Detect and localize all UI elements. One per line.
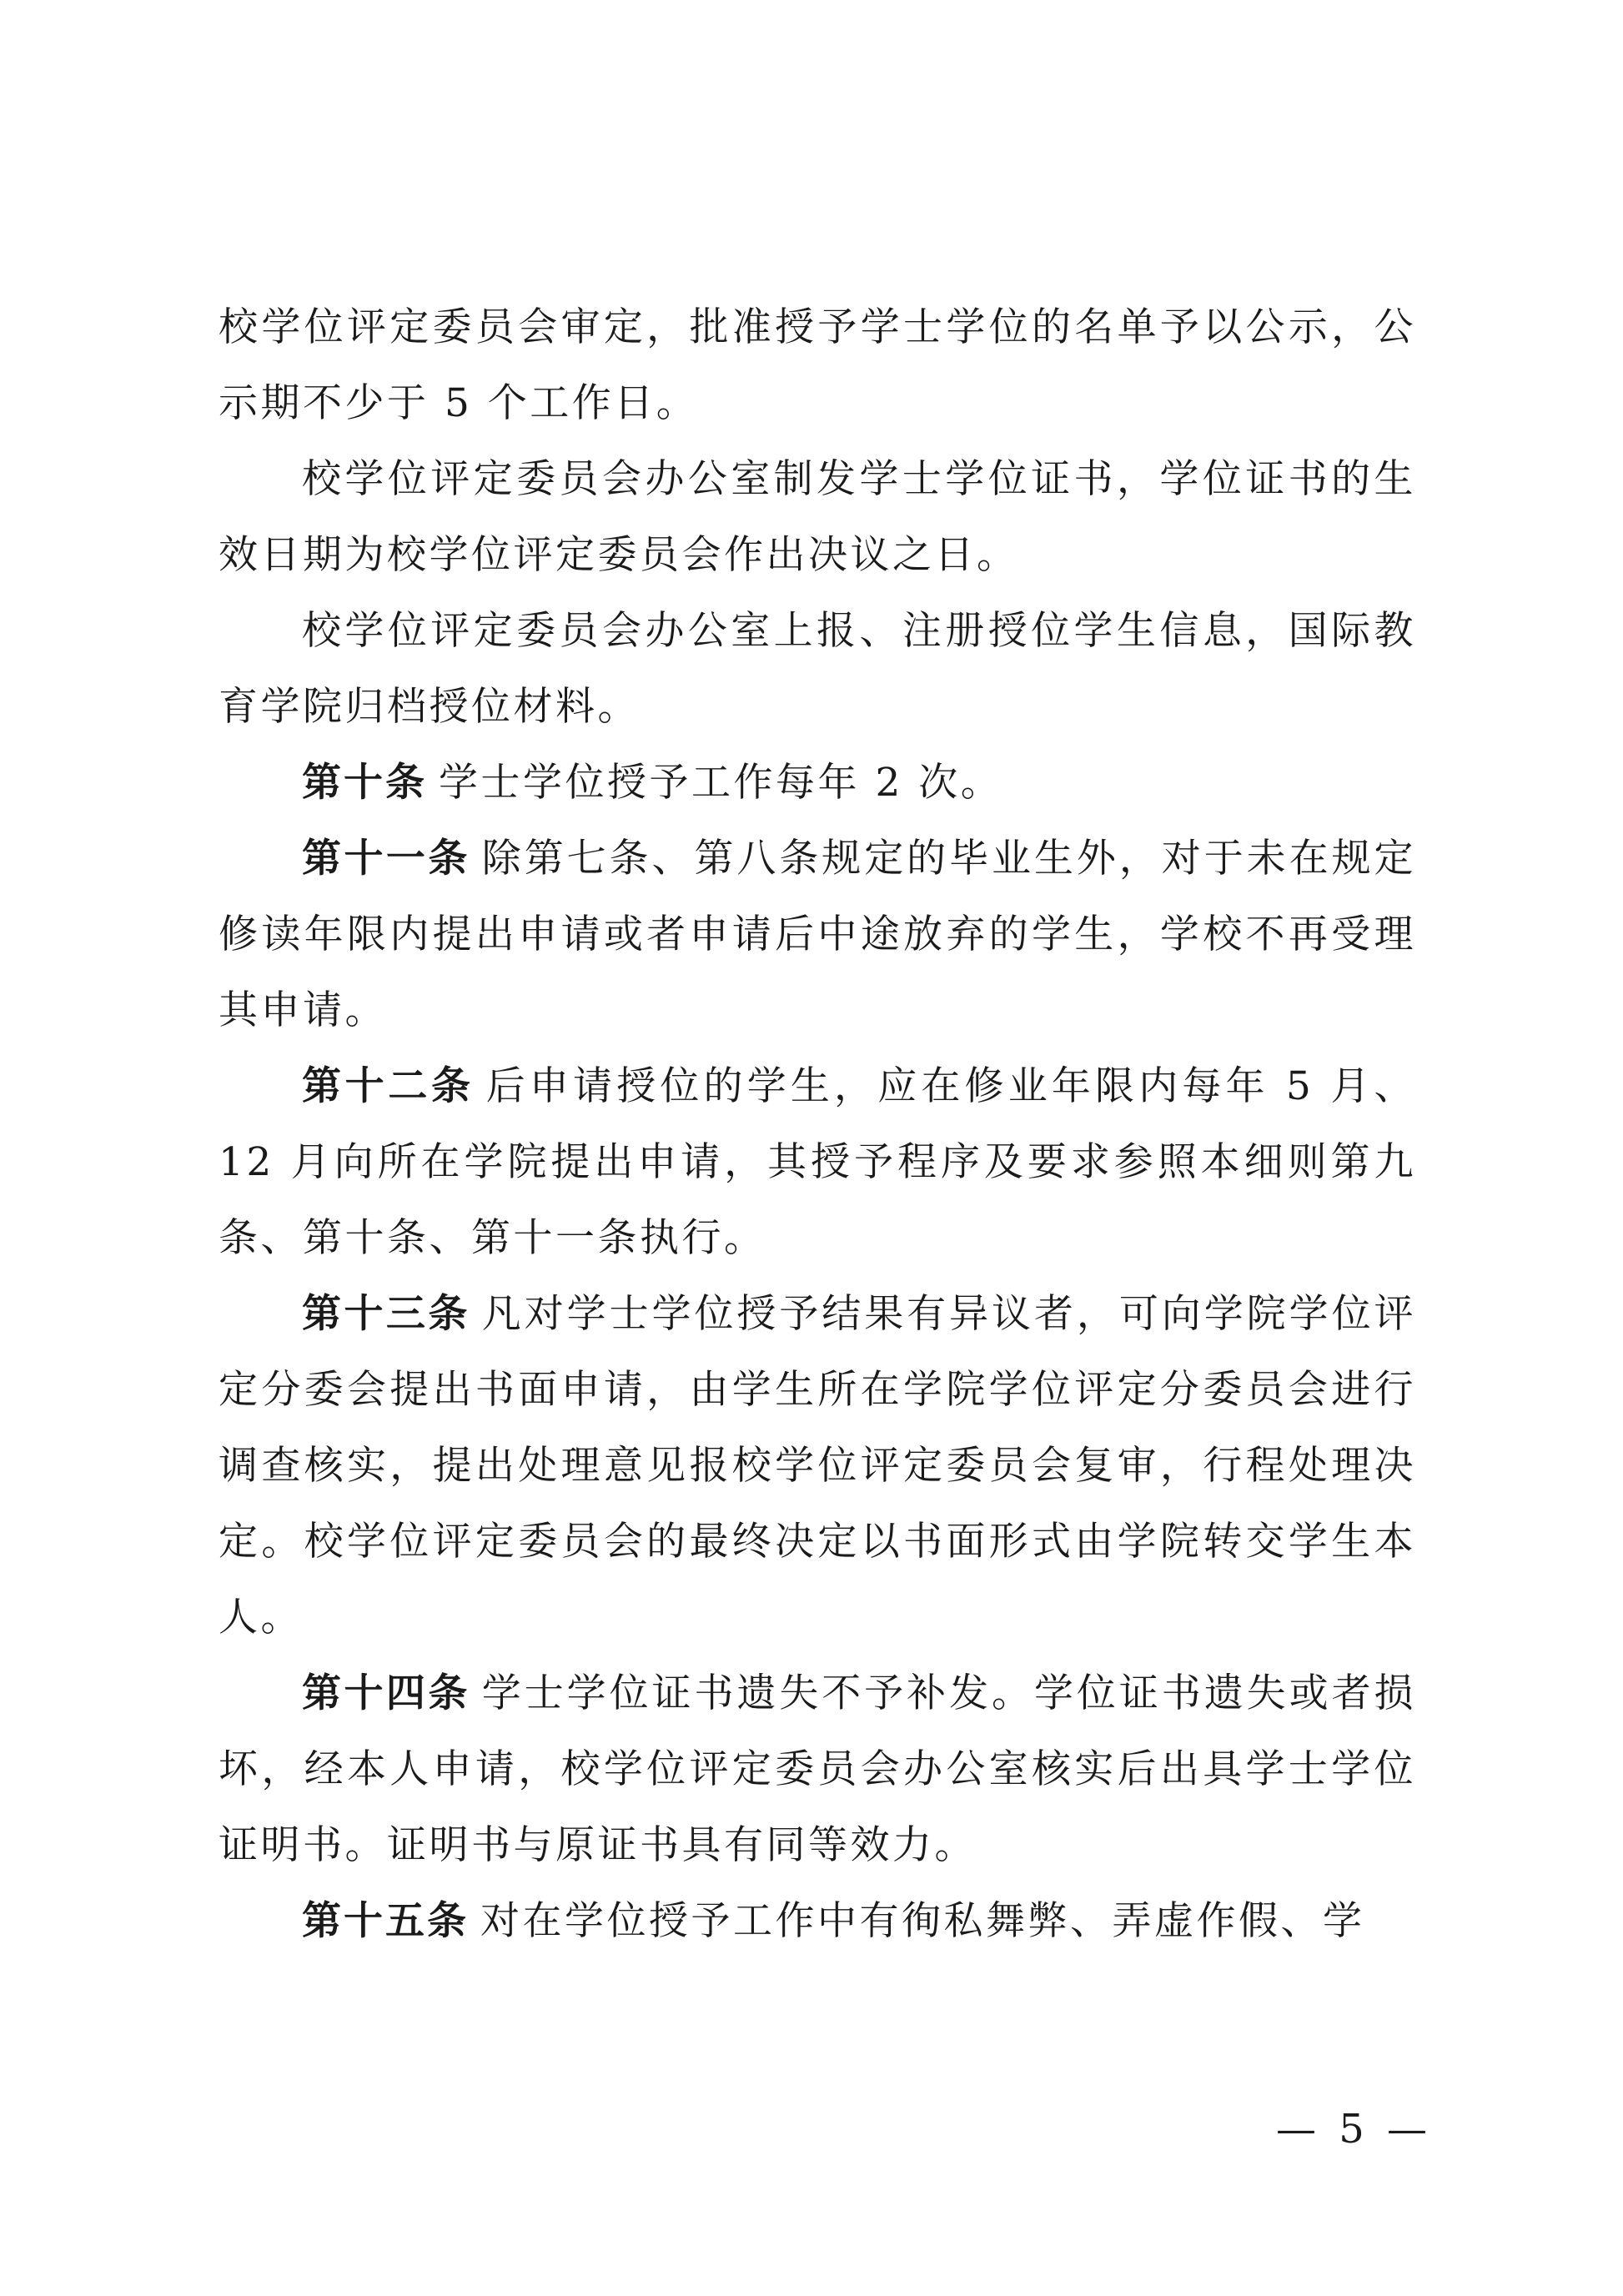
- document-body: [219, 289, 1416, 1959]
- article-13: [219, 1276, 1416, 1655]
- paragraph-text: 校学位评定委员会审定，批准授予学士学位的名单予以公示，公示期不少于 5 个工作日。: [219, 304, 1416, 426]
- article-text: 凡对学士学位授予结果有异议者，可向学院学位评定分委会提出书面申请，由学生所在学院学位评定分委员会进行调查核实，提出处理意见报校学位评定委员会复审，行程处理决定。校学位评定委员会的最终决定以书面形式由学院转交学生本人。: [219, 1291, 1417, 1640]
- article-text: 除第七条、第八条规定的毕业生外，对于未在规定修读年限内提出申请或者申请后中途放弃的学生，学校不再受理其申请。: [219, 836, 1417, 1033]
- article-number: 第十一条: [302, 836, 470, 882]
- paragraph-continuation: [219, 289, 1416, 441]
- paragraph-text: 校学位评定委员会办公室上报、注册授位学生信息，国际教育学院归档授位材料。: [219, 608, 1416, 730]
- article-11: [219, 821, 1416, 1048]
- paragraph-text: 校学位评定委员会办公室制发学士学位证书，学位证书的生效日期为校学位评定委员会作出决议之日。: [219, 456, 1416, 578]
- article-15: [219, 1883, 1416, 1959]
- article-number: 第十条: [302, 760, 427, 806]
- article-number: 第十三条: [302, 1291, 470, 1337]
- article-text: 学士学位授予工作每年 2 次。: [439, 760, 1003, 806]
- page-number: — 5 —: [1276, 2106, 1433, 2153]
- paragraph-registration: [219, 593, 1416, 745]
- article-10: [219, 745, 1416, 821]
- article-12: [219, 1048, 1416, 1276]
- article-number: 第十二条: [302, 1063, 475, 1109]
- article-number: 第十四条: [302, 1671, 470, 1716]
- article-text: 对在学位授予工作中有徇私舞弊、弄虚作假、学: [480, 1898, 1365, 1944]
- article-text: 后申请授位的学生，应在修业年限内每年 5 月、12 月向所在学院提出申请，其授予程序及要求参照本细则第九条、第十条、第十一条执行。: [219, 1063, 1416, 1261]
- article-number: 第十五条: [302, 1898, 469, 1944]
- article-14: [219, 1655, 1416, 1883]
- paragraph-certificate-issuance: [219, 441, 1416, 593]
- article-text: 学士学位证书遗失不予补发。学位证书遗失或者损坏，经本人申请，校学位评定委员会办公室核实后出具学士学位证明书。证明书与原证书具有同等效力。: [219, 1671, 1417, 1868]
